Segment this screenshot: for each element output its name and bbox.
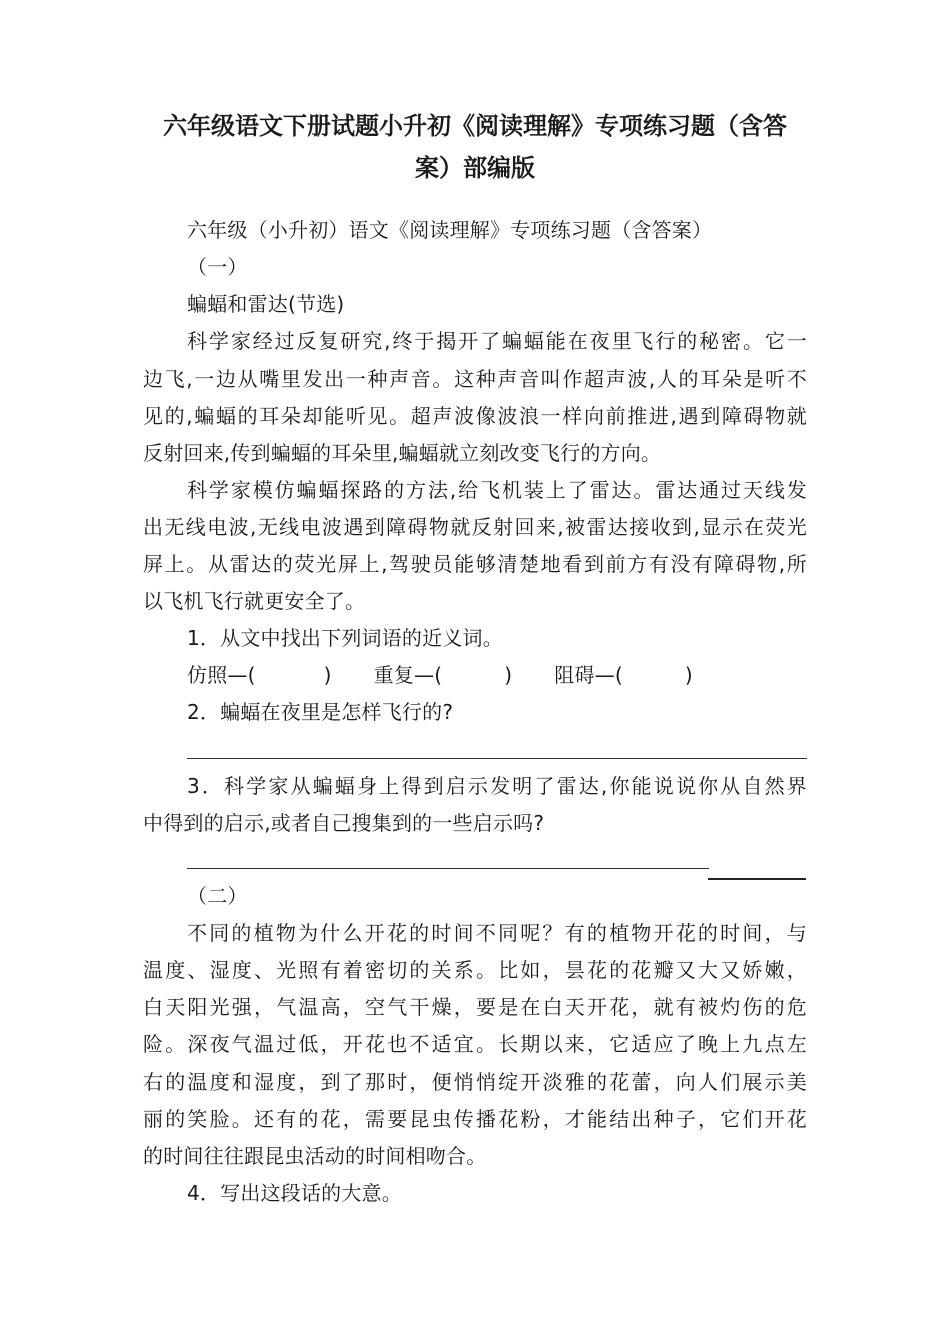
passage-2-line: 不同的植物为什么开花的时间不同呢？有的植物开花的时间，与	[187, 921, 807, 945]
passage-2-line: 的时间往往跟昆虫活动的时间相吻合。	[143, 1144, 487, 1168]
passage-1-p1-line: 科学家经过反复研究,终于揭开了蝙蝠能在夜里飞行的秘密。它一	[187, 329, 807, 353]
question-2: 2．蝙蝠在夜里是怎样飞行的?	[187, 700, 454, 724]
passage-1-p1-line: 反射回来,传到蝙蝠的耳朵里,蝙蝠就立刻改变飞行的方向。	[143, 441, 662, 465]
passage-1-p2-line: 科学家模仿蝙蝠探路的方法,给飞机装上了雷达。雷达通过天线发	[187, 478, 807, 502]
section-1-label: （一）	[187, 255, 248, 279]
passage-1-p1-line: 见的,蝙蝠的耳朵却能听见。超声波像波浪一样向前推进,遇到障碍物就	[143, 404, 807, 428]
blank-3-close: )	[684, 663, 693, 687]
question-3-line: 中得到的启示,或者自己搜集到的一些启示吗?	[143, 811, 545, 835]
answer-line-q3[interactable]	[187, 868, 709, 869]
document-title-line-2: 案）部编版	[415, 154, 535, 182]
question-1: 1．从文中找出下列词语的近义词。	[187, 626, 503, 650]
blank-1-label: 仿照—(	[187, 663, 256, 687]
question-3-line: 3．科学家从蝙蝠身上得到启示发明了雷达,你能说说你从自然界	[187, 774, 807, 798]
passage-2-line: 白天阳光强，气温高，空气干燥，要是在白天开花，就有被灼伤的危	[143, 995, 807, 1019]
blank-3-label: 阻碍—(	[554, 663, 623, 687]
passage-2-line: 温度、湿度、光照有着密切的关系。比如，昙花的花瓣又大又娇嫩，	[143, 958, 807, 982]
passage-1-p2-line: 屏上。从雷达的荧光屏上,驾驶员能够清楚地看到前方有没有障碍物,所	[143, 552, 807, 576]
blank-2-label: 重复—(	[373, 663, 443, 687]
passage-2-line: 丽的笑脸。还有的花，需要昆虫传播花粉，才能结出种子，它们开花	[143, 1107, 807, 1131]
blank-1-close: )	[323, 663, 332, 687]
passage-1-p1-line: 边飞,一边从嘴里发出一种声音。这种声音叫作超声波,人的耳朵是听不	[143, 367, 807, 391]
passage-1-p2-line: 出无线电波,无线电波遇到障碍物就反射回来,被雷达接收到,显示在荧光	[143, 515, 807, 539]
answer-line-q2[interactable]	[187, 758, 807, 759]
section-2-label: （二）	[187, 884, 248, 908]
question-4: 4．写出这段话的大意。	[187, 1181, 402, 1205]
passage-1-title: 蝙蝠和雷达(节选)	[187, 292, 345, 316]
subtitle: 六年级（小升初）语文《阅读理解》专项练习题（含答案）	[187, 218, 713, 242]
passage-2-line: 右的温度和湿度，到了那时，便悄悄绽开淡雅的花蕾，向人们展示美	[143, 1070, 807, 1094]
document-title-line-1: 六年级语文下册试题小升初《阅读理解》专项练习题（含答	[163, 112, 787, 140]
passage-1-p2-line: 以飞机飞行就更安全了。	[143, 589, 366, 613]
question-1-blanks	[187, 657, 807, 694]
passage-2-line: 险。深夜气温过低，开花也不适宜。长期以来，它适应了晚上九点左	[143, 1032, 807, 1056]
blank-2-close: )	[504, 663, 513, 687]
